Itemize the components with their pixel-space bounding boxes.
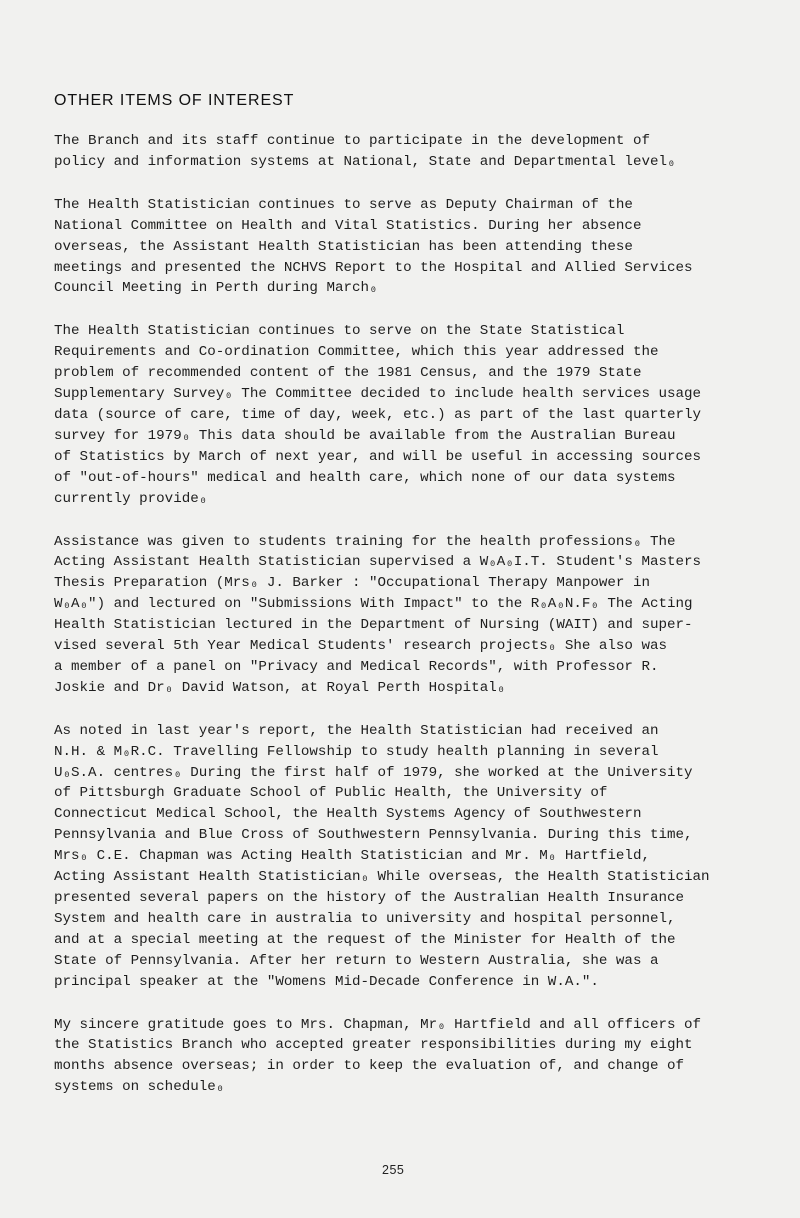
page-number: 255: [382, 1163, 405, 1177]
paragraph-state-statistical-committee: The Health Statistician continues to serve on the State Statistical Requirements and Co-ordination Committee, which this year addressed the problem of recommended content of the 1981 Census, and the 1979 State Supplementary Survey₀ The Committee decided to include health services usage data (source of care, time of day, week, etc.) as part of the last quarterly survey for 1979₀ This data should be available from the Australian Bureau of Statistics by March of next year, and will be useful in accessing sources of "out-of-hours" medical and health care, which none of our data systems currently provide₀: [54, 323, 702, 507]
section-heading: OTHER ITEMS OF INTEREST: [54, 92, 295, 109]
paragraph-travelling-fellowship: As noted in last year's report, the Health Statistician had received an N.H. & M₀R.C. Travelling Fellowship to study health planning in several U₀S.A. centres₀ During the first half of 1979, she worked at the University of Pittsburgh Graduate School of Public Health, the University of Connecticut Medical School, the Health Systems Agency of Southwestern Pennsylvania and Blue Cross of Southwestern Pennsylvania. During this time, Mrs₀ C.E. Chapman was Acting Health Statistician and Mr. M₀ Hartfield, Acting Assistant Health Statistician₀ While overseas, the Health Statistician presented several papers on the history of the Australian Health Insurance System and health care in australia to university and hospital personnel, and at a special meeting at the request of the Minister for Health of the State of Pennsylvania. After her return to Western Australia, she was a principal speaker at the "Womens Mid-Decade Conference in W.A.".: [54, 722, 710, 990]
paragraph-gratitude: My sincere gratitude goes to Mrs. Chapman, Mr₀ Hartfield and all officers of the Statistics Branch who accepted greater responsibilities during my eight months absence overseas; in order to keep the evaluation of, and change of systems on schedule₀: [54, 1016, 702, 1096]
paragraph-student-assistance: Assistance was given to students training for the health professions₀ The Acting Assistant Health Statistician supervised a W₀A₀I.T. Student's Masters Thesis Preparation (Mrs₀ J. Barker : "Occupational Therapy Manpower in W₀A₀") and lectured on "Submissions With Impact" to the R₀A₀N.F₀ The Acting Health Statistician lectured in the Department of Nursing (WAIT) and super- vised several 5th Year Medical Students' research projects₀ She also was a member of a panel on "Privacy and Medical Records", with Professor R. Joskie and Dr₀ David Watson, at Royal Perth Hospital₀: [54, 533, 702, 696]
paragraph-policy-systems: The Branch and its staff continue to participate in the development of policy and information systems at National, State and Departmental level₀: [54, 133, 676, 170]
paragraph-nchvs-committee: The Health Statistician continues to serve as Deputy Chairman of the National Committee on Health and Vital Statistics. During her absence overseas, the Assistant Health Statistician has been attending these meetings and presented the NCHVS Report to the Hospital and Allied Services Council Meeting in Perth during March₀: [54, 196, 693, 297]
